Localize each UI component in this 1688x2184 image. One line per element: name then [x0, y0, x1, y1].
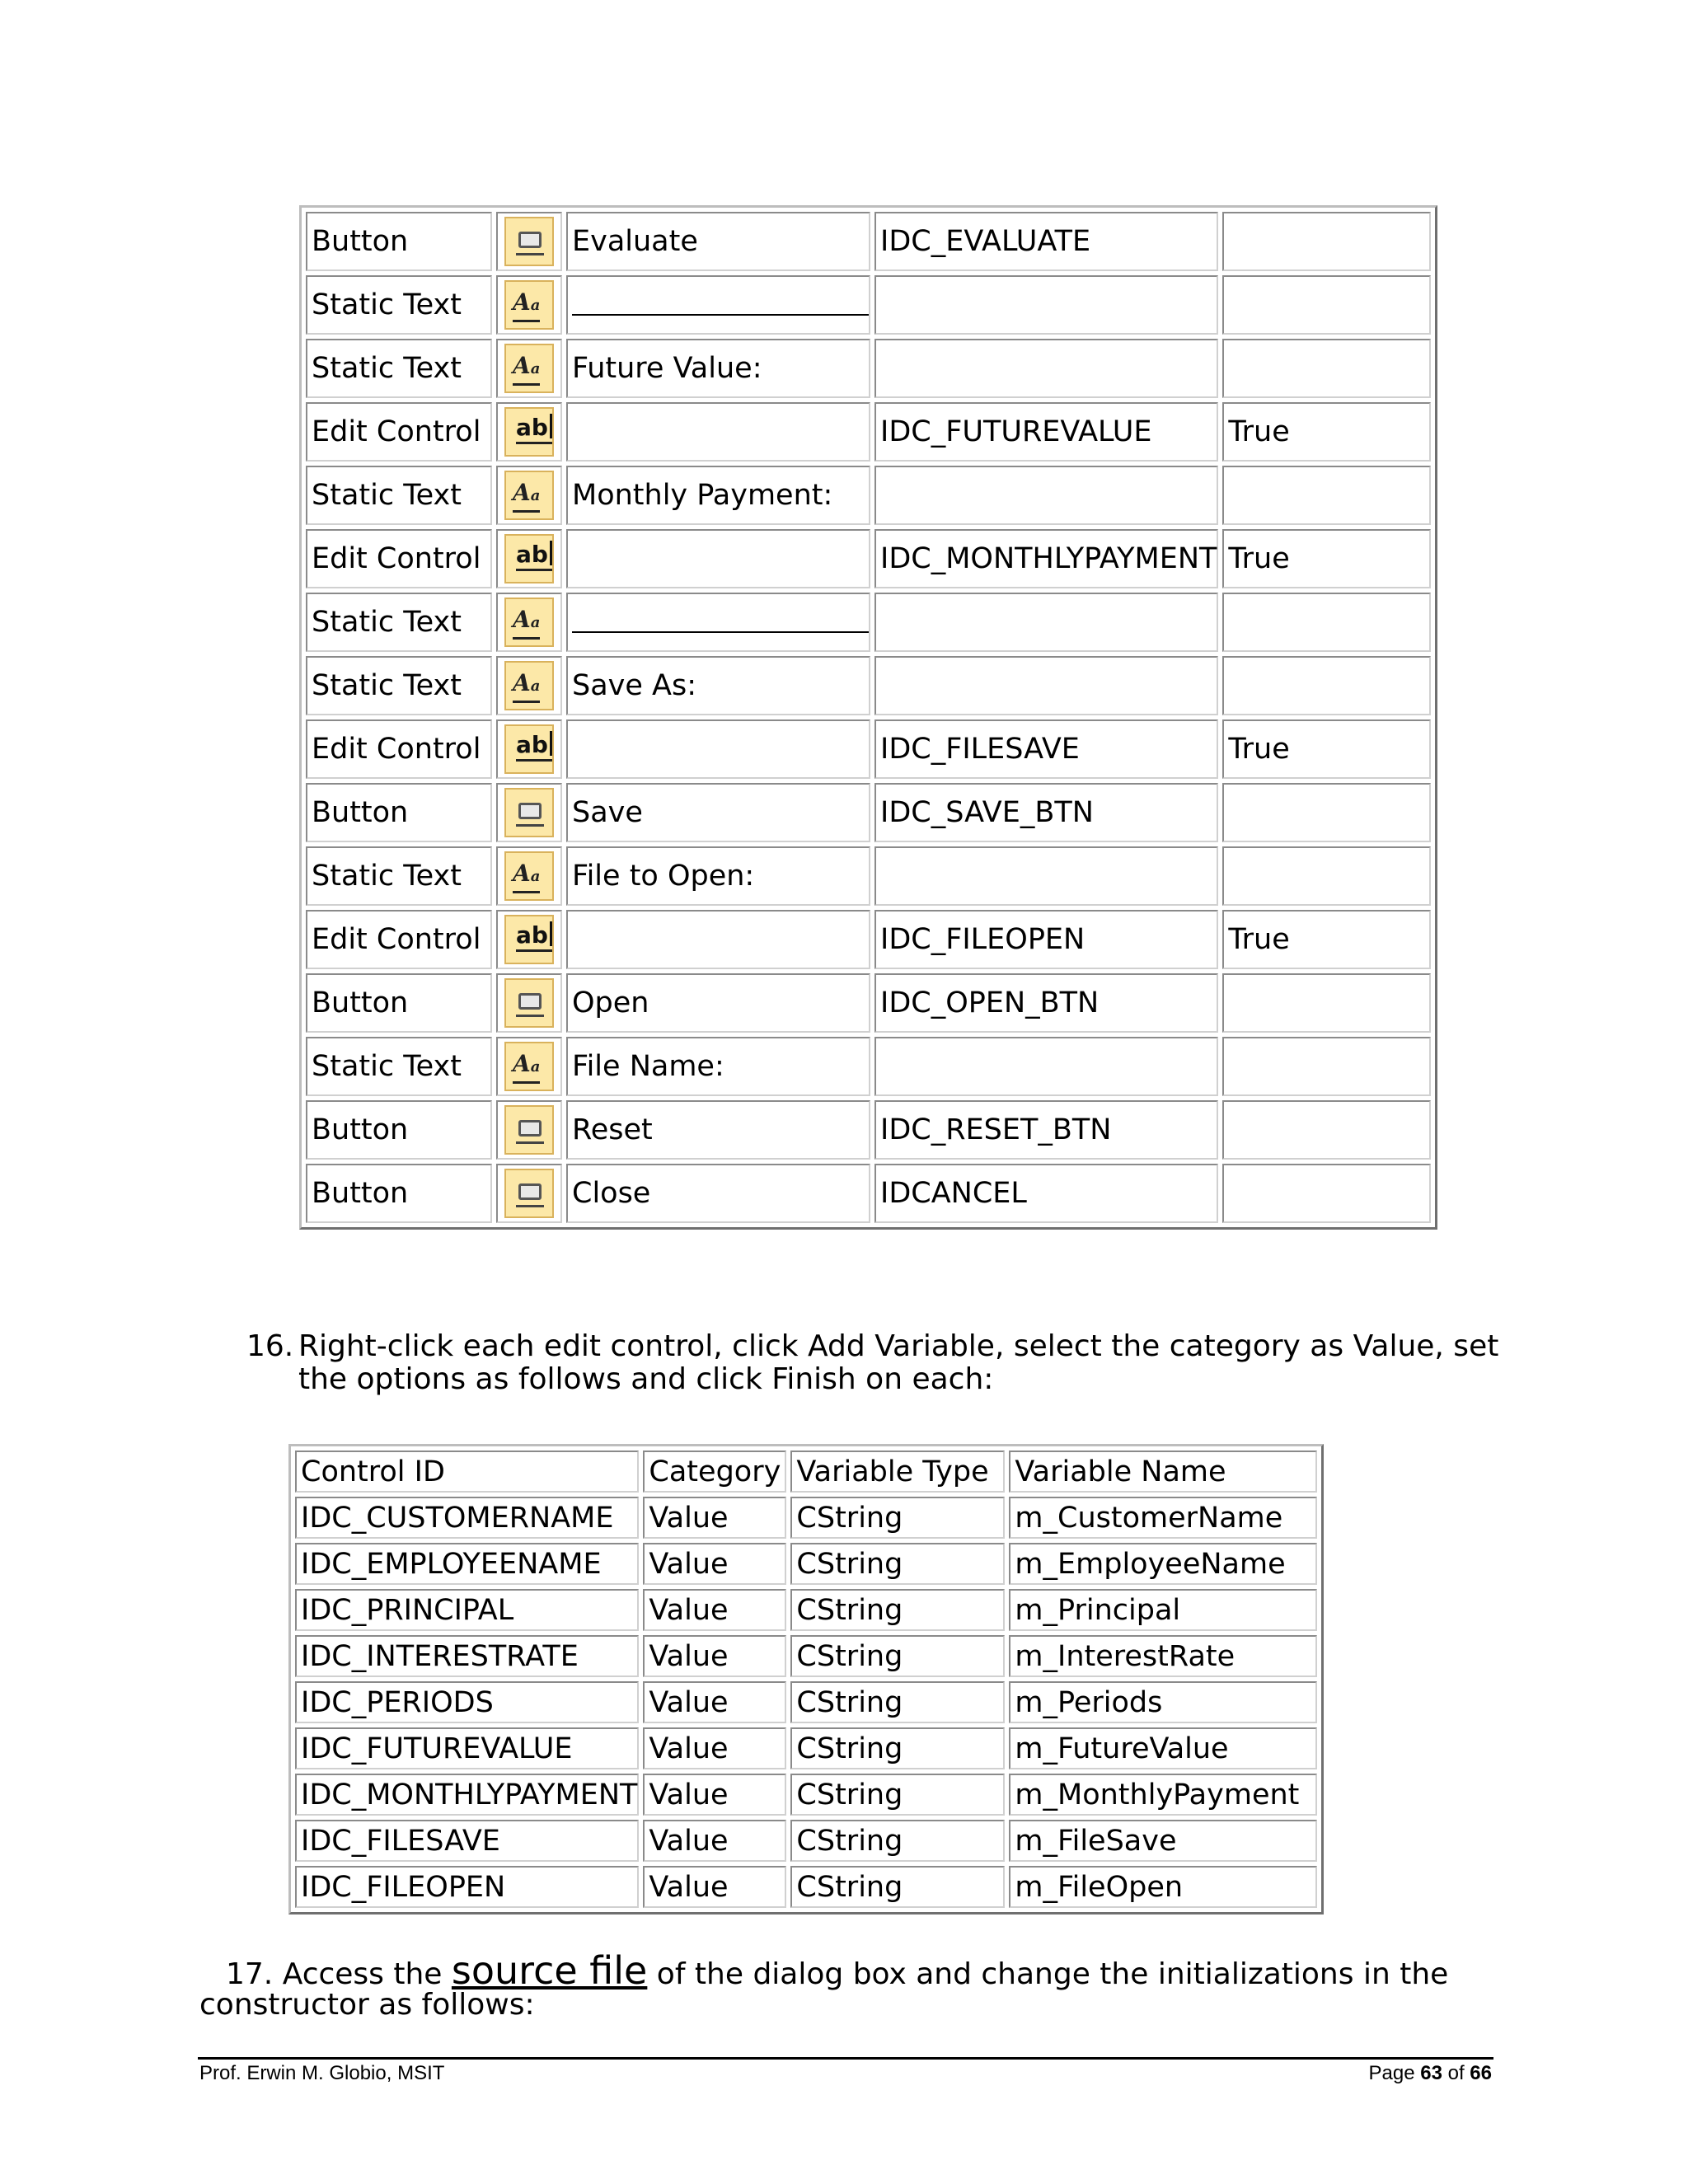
button-glyph [518, 232, 542, 248]
edit-control-icon [504, 534, 554, 583]
table-cell: IDC_MONTHLYPAYMENT [295, 1774, 639, 1816]
control-caption-cell [566, 910, 870, 969]
button-glyph [518, 803, 542, 819]
table-cell: Value [643, 1589, 786, 1631]
table-cell: CString [790, 1497, 1005, 1539]
table-row [306, 1037, 1431, 1096]
edit-control-icon [504, 724, 554, 774]
table-cell: IDC_FILESAVE [295, 1820, 639, 1862]
table-cell: IDC_FILEOPEN [295, 1866, 639, 1908]
table-cell: m_InterestRate [1009, 1635, 1317, 1677]
control-type-cell: Edit Control [306, 719, 492, 779]
control-type-cell: Static Text [306, 275, 492, 335]
table-cell: m_Periods [1009, 1681, 1317, 1723]
control-caption-cell: Evaluate [566, 212, 870, 271]
button-icon [504, 1105, 554, 1155]
page-total: 66 [1470, 2062, 1492, 2084]
control-id-cell [874, 466, 1218, 525]
control-option-cell [1222, 1164, 1431, 1223]
footer-divider [198, 2057, 1493, 2060]
table-row [306, 783, 1431, 842]
control-option-cell: True [1222, 402, 1431, 462]
static-text-glyph: Aa [513, 669, 540, 703]
control-option-cell [1222, 275, 1431, 335]
footer-author: Prof. Erwin M. Globio, MSIT [199, 2062, 445, 2084]
table-cell: Value [643, 1866, 786, 1908]
control-caption-cell: File to Open: [566, 846, 870, 906]
page-current: 63 [1420, 2062, 1442, 2084]
control-id-cell: IDC_FILEOPEN [874, 910, 1218, 969]
control-option-cell [1222, 656, 1431, 715]
table-row [306, 212, 1431, 271]
source-file-link[interactable]: source file [451, 1948, 648, 1993]
control-id-cell: IDC_OPEN_BTN [874, 973, 1218, 1033]
table-row [295, 1866, 1317, 1908]
control-type-cell: Static Text [306, 466, 492, 525]
control-caption-cell: File Name: [566, 1037, 870, 1096]
edit-control-glyph: ab [516, 541, 552, 571]
control-option-cell [1222, 1037, 1431, 1096]
table-row [295, 1635, 1317, 1677]
control-id-cell: IDC_MONTHLYPAYMENT [874, 529, 1218, 588]
table-cell: CString [790, 1543, 1005, 1585]
control-option-cell [1222, 846, 1431, 906]
control-icon-cell [496, 1100, 562, 1160]
table-row [306, 1100, 1431, 1160]
button-icon [504, 1169, 554, 1218]
table-cell: Value [643, 1774, 786, 1816]
control-id-cell [874, 275, 1218, 335]
table-cell: IDC_PERIODS [295, 1681, 639, 1723]
control-caption-cell [566, 402, 870, 462]
control-type-cell: Static Text [306, 339, 492, 398]
page-of: of [1442, 2062, 1470, 2084]
static-text-glyph: Aa [513, 1050, 540, 1084]
table-cell: Value [643, 1820, 786, 1862]
button-glyph [518, 1183, 542, 1200]
control-option-cell: True [1222, 529, 1431, 588]
table-cell: Value [643, 1497, 786, 1539]
control-id-cell: IDC_EVALUATE [874, 212, 1218, 271]
control-option-cell [1222, 466, 1431, 525]
static-text-icon [504, 1042, 554, 1091]
table-cell: m_FutureValue [1009, 1727, 1317, 1769]
table-row [295, 1727, 1317, 1769]
table-cell: CString [790, 1681, 1005, 1723]
control-icon-cell [496, 719, 562, 779]
control-id-cell: IDC_FILESAVE [874, 719, 1218, 779]
control-type-cell: Button [306, 783, 492, 842]
control-type-cell: Edit Control [306, 910, 492, 969]
control-type-cell: Button [306, 1164, 492, 1223]
control-option-cell [1222, 593, 1431, 652]
control-icon-cell [496, 466, 562, 525]
table-cell: IDC_EMPLOYEENAME [295, 1543, 639, 1585]
table-row [295, 1820, 1317, 1862]
control-id-cell: IDC_SAVE_BTN [874, 783, 1218, 842]
table-row [295, 1681, 1317, 1723]
control-type-cell: Edit Control [306, 529, 492, 588]
control-type-cell: Edit Control [306, 402, 492, 462]
table-row [306, 529, 1431, 588]
table-row [295, 1589, 1317, 1631]
column-header: Variable Type [790, 1451, 1005, 1493]
table-row [306, 593, 1431, 652]
button-glyph [518, 1120, 542, 1137]
control-id-cell: IDC_FUTUREVALUE [874, 402, 1218, 462]
footer-page-number [1369, 2062, 1492, 2085]
table-cell: CString [790, 1727, 1005, 1769]
control-type-cell: Static Text [306, 656, 492, 715]
static-text-icon [504, 344, 554, 393]
control-icon-cell [496, 1164, 562, 1223]
control-type-cell: Button [306, 1100, 492, 1160]
table-row [295, 1543, 1317, 1585]
table-cell: CString [790, 1589, 1005, 1631]
control-option-cell [1222, 339, 1431, 398]
control-icon-cell [496, 529, 562, 588]
static-text-glyph: Aa [513, 288, 540, 322]
control-option-cell [1222, 1100, 1431, 1160]
table-cell: Value [643, 1681, 786, 1723]
control-icon-cell [496, 783, 562, 842]
control-caption-cell: Save [566, 783, 870, 842]
table-row [306, 275, 1431, 335]
step-17-line2: constructor as follows: [199, 1988, 535, 2022]
static-text-icon [504, 598, 554, 647]
control-type-cell: Button [306, 212, 492, 271]
blank-caption-line [572, 613, 869, 633]
control-icon-cell [496, 275, 562, 335]
table-cell: m_Principal [1009, 1589, 1317, 1631]
control-icon-cell [496, 593, 562, 652]
table-cell: IDC_CUSTOMERNAME [295, 1497, 639, 1539]
static-text-glyph: Aa [513, 860, 540, 893]
table-cell: IDC_FUTUREVALUE [295, 1727, 639, 1769]
table-row [306, 719, 1431, 779]
table-cell: Value [643, 1727, 786, 1769]
table-cell: CString [790, 1774, 1005, 1816]
step-16-text: Right-click each edit control, click Add Variable, select the category as Value, set the options as follows and click Finish on each: [298, 1329, 1499, 1396]
control-caption-cell: Reset [566, 1100, 870, 1160]
control-icon-cell [496, 846, 562, 906]
control-caption-cell: Future Value: [566, 339, 870, 398]
page-label: Page [1368, 2062, 1421, 2084]
step-16-number: 16. [246, 1329, 294, 1363]
control-caption-cell [566, 275, 870, 335]
control-id-cell [874, 656, 1218, 715]
table-row [306, 339, 1431, 398]
control-id-cell: IDCANCEL [874, 1164, 1218, 1223]
static-text-icon [504, 280, 554, 330]
control-type-cell: Static Text [306, 593, 492, 652]
edit-control-glyph: ab [516, 414, 552, 444]
table-row [306, 846, 1431, 906]
table-cell: Value [643, 1635, 786, 1677]
button-icon [504, 978, 554, 1028]
control-caption-cell: Open [566, 973, 870, 1033]
table-row [306, 466, 1431, 525]
table-row [295, 1497, 1317, 1539]
control-id-cell: IDC_RESET_BTN [874, 1100, 1218, 1160]
table-cell: Value [643, 1543, 786, 1585]
table-cell: CString [790, 1635, 1005, 1677]
control-option-cell [1222, 973, 1431, 1033]
edit-control-icon [504, 407, 554, 457]
control-icon-cell [496, 339, 562, 398]
table-header-row [295, 1451, 1317, 1493]
table-row [306, 910, 1431, 969]
blank-caption-line [572, 296, 869, 316]
control-option-cell [1222, 783, 1431, 842]
step-17-prefix: 17. Access the [226, 1957, 452, 1991]
column-header: Variable Name [1009, 1451, 1317, 1493]
control-id-cell [874, 1037, 1218, 1096]
control-option-cell: True [1222, 910, 1431, 969]
static-text-icon [504, 851, 554, 901]
table-row [306, 402, 1431, 462]
control-type-cell: Static Text [306, 1037, 492, 1096]
table-cell: IDC_INTERESTRATE [295, 1635, 639, 1677]
table-cell: IDC_PRINCIPAL [295, 1589, 639, 1631]
control-option-cell: True [1222, 719, 1431, 779]
button-icon [504, 217, 554, 266]
control-caption-cell [566, 719, 870, 779]
control-type-cell: Static Text [306, 846, 492, 906]
static-text-icon [504, 661, 554, 710]
column-header: Category [643, 1451, 786, 1493]
button-icon [504, 788, 554, 837]
control-icon-cell [496, 1037, 562, 1096]
control-id-cell [874, 339, 1218, 398]
table-cell: CString [790, 1866, 1005, 1908]
control-id-cell [874, 593, 1218, 652]
table-cell: CString [790, 1820, 1005, 1862]
control-icon-cell [496, 656, 562, 715]
control-icon-cell [496, 973, 562, 1033]
table-cell: m_CustomerName [1009, 1497, 1317, 1539]
step-17-suffix: of the dialog box and change the initializations in the [647, 1957, 1449, 1991]
table-cell: m_FileOpen [1009, 1866, 1317, 1908]
table-row [306, 1164, 1431, 1223]
table-cell: m_MonthlyPayment [1009, 1774, 1317, 1816]
column-header: Control ID [295, 1451, 639, 1493]
static-text-glyph: Aa [513, 606, 540, 640]
variables-table [288, 1444, 1324, 1915]
control-icon-cell [496, 212, 562, 271]
controls-table [299, 205, 1437, 1230]
control-type-cell: Button [306, 973, 492, 1033]
table-row [295, 1774, 1317, 1816]
control-caption-cell [566, 593, 870, 652]
table-cell: m_FileSave [1009, 1820, 1317, 1862]
control-icon-cell [496, 402, 562, 462]
table-cell: m_EmployeeName [1009, 1543, 1317, 1585]
button-glyph [518, 993, 542, 1010]
static-text-glyph: Aa [513, 479, 540, 513]
control-option-cell [1222, 212, 1431, 271]
static-text-icon [504, 471, 554, 520]
edit-control-icon [504, 915, 554, 964]
table-row [306, 973, 1431, 1033]
control-caption-cell: Save As: [566, 656, 870, 715]
control-caption-cell: Monthly Payment: [566, 466, 870, 525]
control-caption-cell: Close [566, 1164, 870, 1223]
control-id-cell [874, 846, 1218, 906]
static-text-glyph: Aa [513, 352, 540, 386]
step-17-line1 [226, 1948, 1449, 1993]
control-caption-cell [566, 529, 870, 588]
table-row [306, 656, 1431, 715]
edit-control-glyph: ab [516, 921, 552, 952]
edit-control-glyph: ab [516, 731, 552, 762]
control-icon-cell [496, 910, 562, 969]
